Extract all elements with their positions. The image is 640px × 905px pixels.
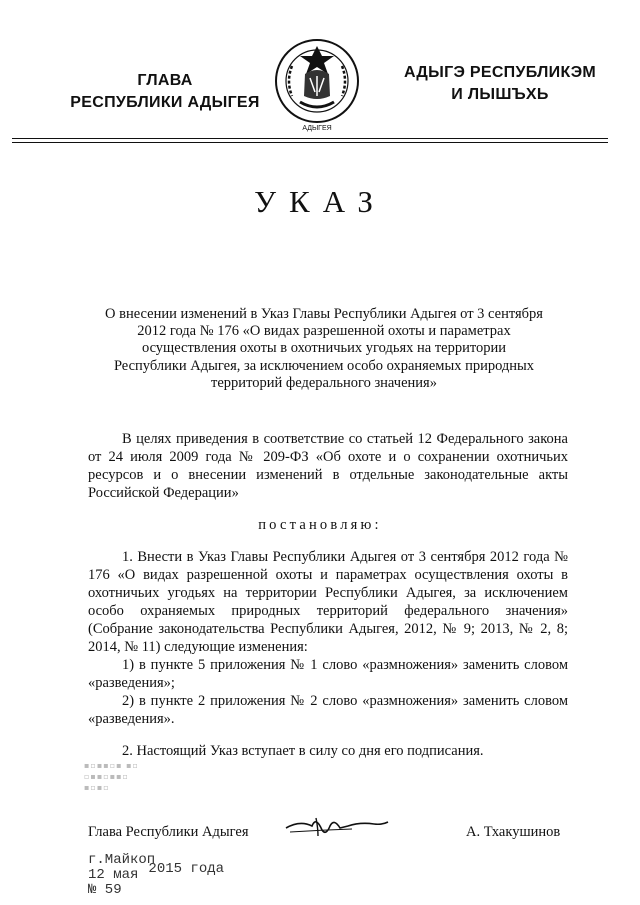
footer-stamp <box>88 852 225 898</box>
signature-position: Глава Республики Адыгея <box>88 824 249 840</box>
footer-city: г.Майкоп <box>88 852 156 868</box>
faint-stamp-remnant: ▪▫▪▪▫▪ ▪▫ ▫▪▪▫▪▪▫ ▪▫▪▫ <box>84 761 139 792</box>
header-rule-bottom <box>12 142 608 143</box>
preamble-paragraph: В целях приведения в соответствие со статьей 12 Федерального закона от 24 июля 2009 года № 209-ФЗ «Об охоте и о сохранении охотничьих ресурсов и о внесении изменений в отдельные законодательные акты Российской Федерации» <box>88 431 568 501</box>
decree-items <box>88 548 568 760</box>
header-right-line2: И ЛЫШЪХЬ <box>451 86 549 103</box>
footer-number: № 59 <box>88 882 122 898</box>
item-2: 2. Настоящий Указ вступает в силу со дня его подписания. <box>122 743 484 759</box>
document-subject: О внесении изменений в Указ Главы Республики Адыгея от 3 сентября 2012 года № 176 «О видах разрешенной охоты и параметрах осуществления охоты в охотничьих угодьях на территории Республики Адыгея, за исключением особо охраняемых природных территорий федерального значения» <box>105 306 543 391</box>
footer-date-line <box>88 861 225 883</box>
emblem-bottom-text: АДЫГЕЯ <box>302 125 332 132</box>
header-right-line1: АДЫГЭ РЕСПУБЛИКЭМ <box>403 64 597 81</box>
decree-word: постановляю: <box>258 517 382 533</box>
header-left-line1: ГЛАВА <box>137 72 193 89</box>
header-left-line2: РЕСПУБЛИКИ АДЫГЕЯ <box>70 94 260 111</box>
coat-of-arms-emblem <box>272 26 362 136</box>
handwritten-signature <box>282 812 392 840</box>
footer-day-month: 12 мая <box>88 867 139 883</box>
item-1-sub-2: 2) в пункте 2 приложения № 2 слово «размножения» заменить словом «разведения». <box>88 693 568 727</box>
item-1-sub-1: 1) в пункте 5 приложения № 1 слово «размножения» заменить словом «разведения»; <box>88 657 568 691</box>
signature-name: А. Тхакушинов <box>466 824 561 840</box>
header-right <box>380 62 620 106</box>
item-1: 1. Внести в Указ Главы Республики Адыгея от 3 сентября 2012 года № 176 «О видах разрешенной охоты и параметрах осуществления охоты в охотничьих угодьях на территории Республики Адыгея, за исключением особо охраняемых природных территорий федерального значения» (Собрание законодательства Республики Адыгея, 2012, № 9; 2013, № 2, 8; 2014, № 11) следующие изменения: <box>88 549 568 655</box>
header-rule-top <box>12 138 608 139</box>
document-title: УКАЗ <box>254 184 386 219</box>
footer-year: 2015 года <box>148 861 225 877</box>
header-left <box>40 70 290 114</box>
